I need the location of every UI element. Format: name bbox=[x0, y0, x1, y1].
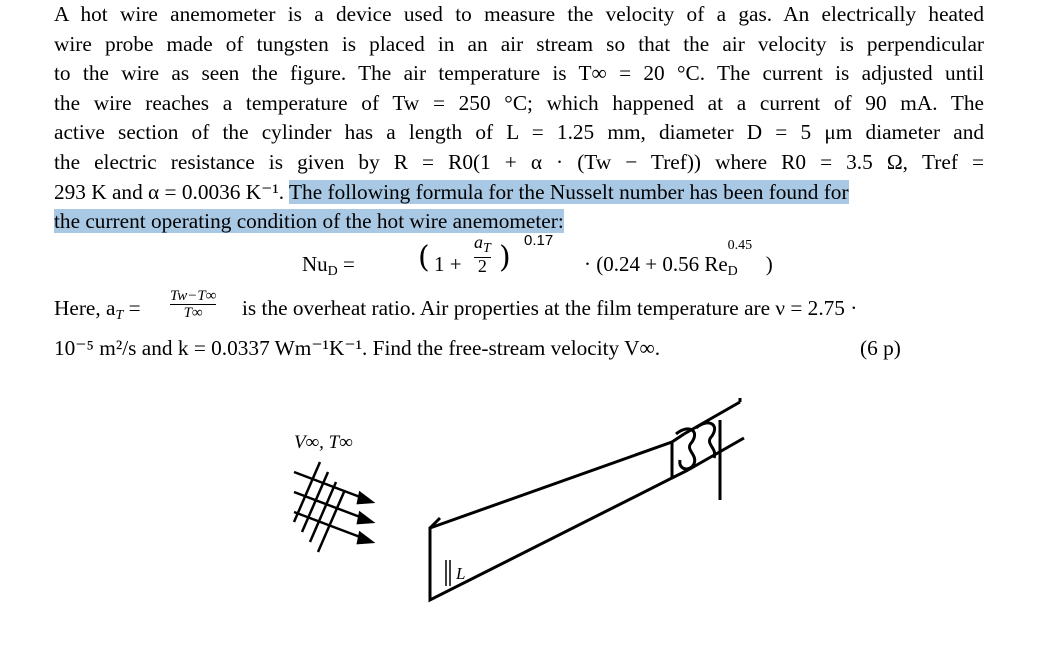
rhs-close-paren: ) bbox=[765, 252, 773, 276]
overheat-denominator: T∞ bbox=[183, 305, 203, 321]
anemometer-drawing bbox=[280, 390, 780, 630]
formula-exponent: 0.17 bbox=[524, 232, 554, 249]
properties-line: 10⁻⁵ m²/s and k = 0.0337 Wm⁻¹K⁻¹. Find the free-stream velocity V∞. bbox=[54, 336, 661, 360]
right-paren: ) bbox=[499, 240, 511, 275]
fraction-numerator bbox=[474, 234, 491, 257]
anemometer-figure bbox=[280, 390, 780, 630]
overheat-ratio-line bbox=[54, 288, 984, 332]
line-7-plain: 293 K and α = 0.0036 K⁻¹. bbox=[54, 179, 285, 204]
formula-lhs bbox=[302, 252, 355, 280]
aT-symbol: a bbox=[474, 232, 483, 252]
formula-one-plus: 1 + bbox=[434, 252, 462, 276]
here-equals: = bbox=[128, 296, 141, 320]
nusselt-formula bbox=[54, 230, 984, 286]
overheat-description: is the overheat ratio. Air properties at the film temperature are ν = 2.75 · bbox=[242, 296, 858, 320]
highlighted-text-continued[interactable]: the current operating condition of the hot wire anemometer: bbox=[54, 209, 564, 234]
re-exponent: 0.45 bbox=[727, 238, 753, 253]
points-label: (6 p) bbox=[860, 336, 901, 360]
here-prefix bbox=[54, 296, 141, 324]
problem-line-6: the electric resistance is given by R = R0(1 + α · (Tw − Tref)) where R0 = 3.5 Ω, Tref = bbox=[54, 149, 984, 174]
aT-subscript: T bbox=[483, 241, 491, 256]
flow-arrowhead-1 bbox=[358, 493, 372, 503]
nu-subscript: D bbox=[327, 264, 338, 279]
highlighted-text[interactable]: The following formula for the Nusselt number has been found for bbox=[289, 179, 849, 204]
probe-icon bbox=[430, 398, 744, 600]
problem-line-5: active section of the cylinder has a length of L = 1.25 mm, diameter D = 5 μm diameter and bbox=[54, 120, 984, 145]
problem-line-4: the wire reaches a temperature of Tw = 250 °C; which happened at a current of 90 mA. The bbox=[54, 90, 984, 115]
problem-line-7 bbox=[54, 178, 984, 208]
here-a-subscript: T bbox=[115, 308, 124, 323]
problem-page bbox=[54, 0, 984, 360]
formula-rhs bbox=[584, 238, 773, 280]
flow-arrowhead-3 bbox=[358, 533, 372, 543]
fraction-denominator: 2 bbox=[477, 256, 487, 276]
formula-equals: = bbox=[343, 252, 355, 276]
re-subscript: D bbox=[727, 264, 738, 279]
problem-paragraph bbox=[54, 0, 984, 237]
overheat-fraction bbox=[474, 234, 491, 274]
length-label: L bbox=[456, 564, 466, 583]
nu-symbol: Nu bbox=[302, 252, 328, 276]
length-marker-icon bbox=[446, 560, 450, 586]
here-a-symbol: Here, a bbox=[54, 296, 116, 320]
flow-arrowhead-2 bbox=[358, 513, 372, 523]
problem-line-2: wire probe made of tungsten is placed in an air stream so that the air velocity is perpendicular bbox=[54, 31, 984, 56]
left-paren: ( bbox=[418, 240, 430, 275]
overheat-numerator: Tw−T∞ bbox=[170, 288, 217, 304]
flow-label: V∞, T∞ bbox=[294, 432, 353, 453]
flow-arrows-icon bbox=[294, 472, 372, 543]
problem-line-1: A hot wire anemometer is a device used to measure the velocity of a gas. An electrically heated bbox=[54, 2, 984, 26]
rhs-expression: · (0.24 + 0.56 Re bbox=[584, 252, 728, 276]
problem-line-3: to the wire as seen the figure. The air temperature is T∞ = 20 °C. The current is adjusted until bbox=[54, 61, 984, 86]
overheat-ratio-fraction bbox=[170, 288, 216, 321]
